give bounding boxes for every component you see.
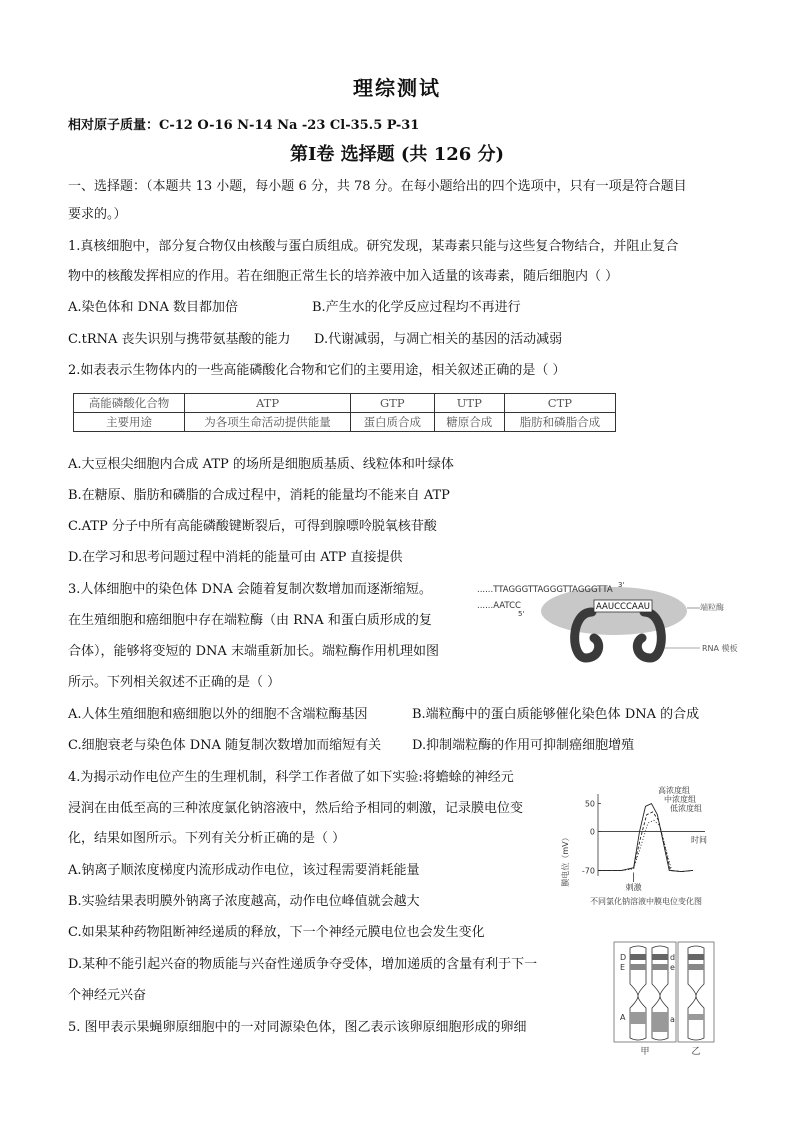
stimulus-label: 刺激 [625,883,642,892]
table-cell: 为各项生命活动提供能量 [185,413,351,432]
legend-label: 中浓度组 [664,795,696,804]
q3-option-c: C.细胞衰老与染色体 DNA 随复制次数增加而缩短有关 [68,738,382,753]
label-D: D [620,953,627,962]
q1-option-d: D.代谢减弱，与凋亡相关的基因的活动减弱 [314,332,563,347]
instructions-line-1: 一、选择题：（本题共 13 小题，每小题 6 分，共 78 分。在每小题给出的四个选项中，只有一项是符合题目 [68,179,687,194]
telomerase-figure [474,578,738,670]
series-line [598,812,693,872]
label-d: d [670,953,676,962]
q5-stem: 5. 图甲表示果蝇卵原细胞中的一对同源染色体，图乙表示该卵原细胞形成的卵细 [68,1020,527,1035]
rna-sequence: AAUCCCAAU [596,602,650,612]
band [688,1014,704,1020]
section-header: 第Ⅰ卷 选择题 (共 126 分) [289,144,505,165]
y-axis-label: 膜电位（mV） [561,833,570,887]
label-E: E [620,963,626,972]
x-axis-label: 时间 [691,835,707,845]
chromosome-figure [606,940,716,1056]
q3-stem-1: 3.人体细胞中的染色体 DNA 会随着复制次数增加而逐渐缩短。 [68,582,432,597]
y-tick-label: 50 [584,799,595,809]
band [630,954,646,960]
table-cell: GTP [350,394,434,413]
q2-table [73,393,616,432]
label-jia: 甲 [640,1047,650,1057]
q4-stem-2: 浸润在由低至高的三种浓度氯化钠溶液中，然后给予相同的刺激，记录膜电位变 [68,801,524,816]
page-title: 理综测试 [353,76,441,100]
dna-top-end: 3' [618,581,625,589]
q4-option-a: A.钠离子顺浓度梯度内流形成动作电位，该过程需要消耗能量 [68,863,420,878]
table-cell: UTP [434,394,504,413]
table-cell: 蛋白质合成 [350,413,434,432]
q3-stem-4: 所示。下列相关叙述不正确的是（ ） [68,675,281,690]
label-A: A [620,1013,626,1022]
dna-top-strand: ......TTAGGGTTAGGGTTAGGGTTA [477,585,613,595]
chromosome-yi [688,946,704,1040]
label-yi: 乙 [691,1047,701,1057]
table-cell: ATP [185,394,351,413]
band [630,964,646,970]
instructions-line-2: 要求的。） [68,207,127,222]
table-cell: CTP [504,394,615,413]
y-tick-label: -70 [581,866,595,876]
y-tick-label: 0 [589,827,595,837]
table-cell: 糖原合成 [434,413,504,432]
q2-option-c: C.ATP 分子中所有高能磷酸键断裂后，可得到腺嘌呤脱氧核苷酸 [68,519,437,534]
band [652,964,668,970]
q2-option-a: A.大豆根尖细胞内合成 ATP 的场所是细胞质基质、线粒体和叶绿体 [68,457,454,472]
table-cell: 主要用途 [74,413,185,432]
q4-option-b: B.实验结果表明膜外钠离子浓度越高，动作电位峰值就会越大 [68,894,420,909]
q4-option-c: C.如果某种药物阻断神经递质的释放，下一个神经元膜电位也会发生变化 [68,925,485,940]
band [652,954,668,960]
q3-option-b: B.端粒酶中的蛋白质能够催化染色体 DNA 的合成 [412,707,700,722]
q2-option-d: D.在学习和思考问题过程中消耗的能量可由 ATP 直接提供 [68,550,403,565]
table-header-row [74,394,616,413]
q2-stem: 2.如表表示生物体内的一些高能磷酸化合物和它们的主要用途，相关叙述正确的是（ ） [68,363,566,378]
legend-label: 低浓度组 [670,804,702,813]
q4-option-d-2: 个神经元兴奋 [68,988,147,1003]
q1-option-a: A.染色体和 DNA 数目都加倍 [68,300,238,315]
band [630,1012,646,1024]
series-line [598,804,693,872]
membrane-potential-chart [558,784,734,908]
label-e: e [670,963,675,972]
q1-option-b: B.产生水的化学反应过程均不再进行 [312,300,521,315]
q1-stem-2: 物中的核酸发挥相应的作用。若在细胞正常生长的培养液中加入适量的该毒素，随后细胞内（ ） [68,269,619,284]
legend-label: 高浓度组 [658,786,690,795]
q4-option-d-1: D.某种不能引起兴奋的物质能与兴奋性递质争夺受体，增加递质的含量有利于下一 [68,957,538,972]
q3-option-d: D.抑制端粒酶的作用可抑制癌细胞增殖 [412,738,635,753]
table-cell: 脂肪和磷脂合成 [504,413,615,432]
q4-stem-1: 4.为揭示动作电位产生的生理机制，科学工作者做了如下实验:将蟾蜍的神经元 [68,770,514,785]
chromosome-jia-1 [630,946,646,1040]
chart-title: 不同氯化钠溶液中膜电位变化图 [590,897,702,906]
band [688,954,704,960]
band [652,1012,668,1032]
series-line [598,820,693,871]
table-row [74,413,616,432]
q2-option-b: B.在糖原、脂肪和磷脂的合成过程中，消耗的能量均不能来自 ATP [68,488,450,503]
table-cell: 高能磷酸化合物 [74,394,185,413]
atomic-masses: 相对原子质量：C-12 O-16 N-14 Na -23 Cl-35.5 P-31 [68,118,420,133]
dna-bottom-end: 5' [518,610,525,618]
label-rna-template: RNA 模板 [702,644,738,653]
dna-bottom-strand: ......AATCC [477,601,521,611]
q1-option-c: C.tRNA 丧失识别与携带氨基酸的能力 [68,332,291,347]
q4-stem-3: 化，结果如图所示。下列有关分析正确的是（ ） [68,831,346,846]
q3-stem-3: 合体），能够将变短的 DNA 末端重新加长。端粒酶作用机理如图 [68,644,439,659]
band [688,964,704,970]
q3-stem-2: 在生殖细胞和癌细胞中存在端粒酶（由 RNA 和蛋白质形成的复 [68,613,432,628]
q1-stem-1: 1.真核细胞中，部分复合物仅由核酸与蛋白质组成。研究发现，某毒素只能与这些复合物结合，并阻止复合 [68,239,679,254]
label-a: a [670,1015,675,1024]
label-telomerase: 端粒酶 [700,603,724,612]
q3-option-a: A.人体生殖细胞和癌细胞以外的细胞不含端粒酶基因 [68,707,368,722]
